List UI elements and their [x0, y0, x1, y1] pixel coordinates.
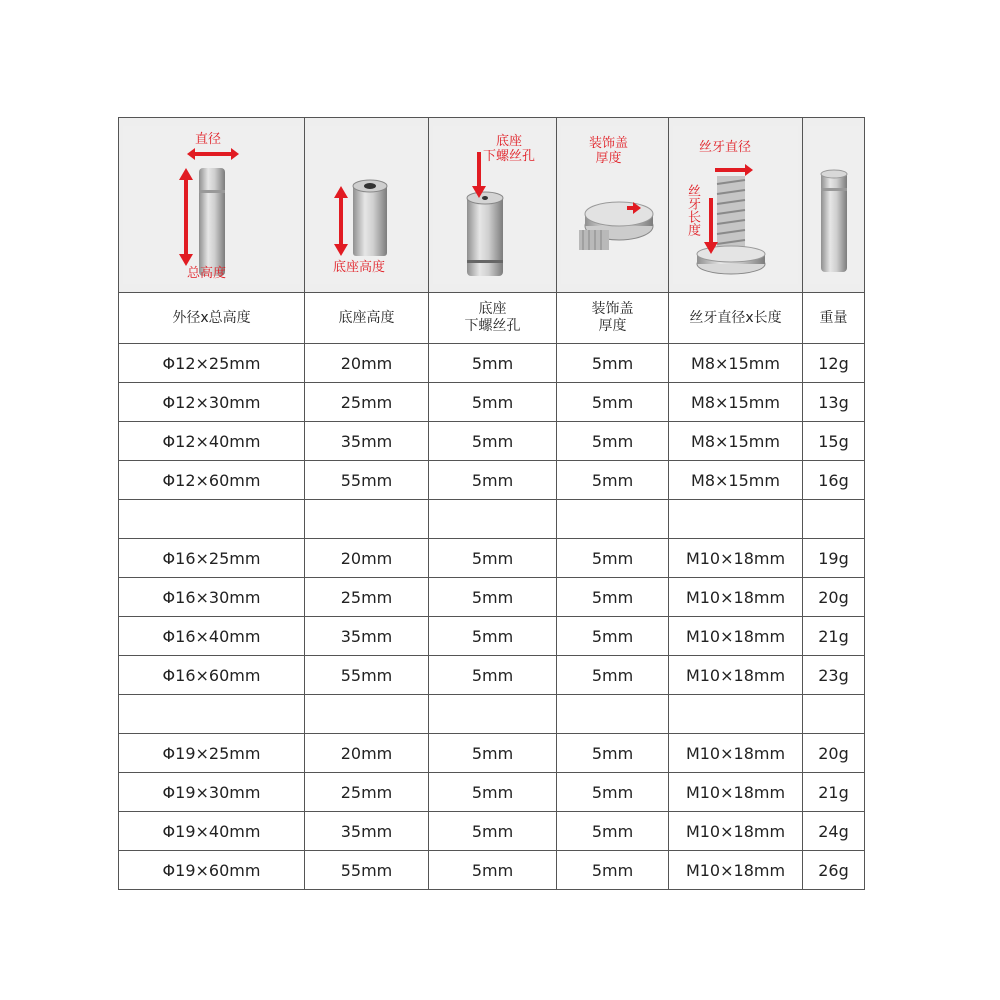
table-cell: 5mm: [429, 656, 557, 695]
table-cell: [119, 695, 305, 734]
table-cell: 5mm: [557, 422, 669, 461]
table-cell: 5mm: [557, 656, 669, 695]
table-cell: [305, 500, 429, 539]
table-cell: 23g: [803, 656, 865, 695]
image-cell-thread-hole: [429, 118, 557, 293]
table-cell: 35mm: [305, 617, 429, 656]
header-cell: [119, 293, 305, 344]
table-cell: Φ19×30mm: [119, 773, 305, 812]
thread-hole-label: 底座 下螺丝孔: [483, 134, 536, 164]
height-arrow: [184, 178, 188, 256]
table-cell: 25mm: [305, 383, 429, 422]
table-row: [119, 773, 865, 812]
table-cell: 5mm: [557, 851, 669, 890]
image-cell-cap-thickness: [557, 118, 669, 293]
table-cell: [669, 500, 803, 539]
thread-diameter-label: 丝牙直径: [699, 140, 752, 155]
base-shape: [353, 184, 387, 256]
table-cell: Φ12×25mm: [119, 344, 305, 383]
table-cell: Φ19×25mm: [119, 734, 305, 773]
table-cell: 16g: [803, 461, 865, 500]
table-row: [119, 617, 865, 656]
table-cell: 24g: [803, 812, 865, 851]
table-cell: 20mm: [305, 539, 429, 578]
table-cell: Φ12×30mm: [119, 383, 305, 422]
table-row: [119, 422, 865, 461]
table-cell: 5mm: [557, 773, 669, 812]
table-cell: 21g: [803, 617, 865, 656]
header-row: [119, 293, 865, 344]
spacer-row: [119, 695, 865, 734]
header-label: 丝牙直径x长度: [689, 309, 782, 326]
thread-length-label: 丝牙长度: [685, 184, 700, 236]
table-cell: 5mm: [429, 461, 557, 500]
standoff-shape: [821, 172, 847, 272]
table-cell: 5mm: [429, 344, 557, 383]
table-cell: 21g: [803, 773, 865, 812]
table-cell: 5mm: [429, 734, 557, 773]
table-cell: [803, 695, 865, 734]
table-row: [119, 461, 865, 500]
header-label: 装饰盖 厚度: [591, 301, 634, 334]
table-cell: M8×15mm: [669, 383, 803, 422]
table-cell: [119, 500, 305, 539]
table-cell: 5mm: [429, 422, 557, 461]
table-cell: M10×18mm: [669, 578, 803, 617]
table-cell: 20g: [803, 734, 865, 773]
table-row: [119, 851, 865, 890]
table-row: [119, 344, 865, 383]
table-cell: 5mm: [429, 383, 557, 422]
table-row: [119, 656, 865, 695]
table-cell: Φ16×60mm: [119, 656, 305, 695]
table-cell: 5mm: [557, 383, 669, 422]
table-cell: M10×18mm: [669, 812, 803, 851]
table-cell: M8×15mm: [669, 461, 803, 500]
table-cell: M8×15mm: [669, 422, 803, 461]
header-cell: [669, 293, 803, 344]
table-cell: 35mm: [305, 422, 429, 461]
table-cell: 20mm: [305, 734, 429, 773]
image-cell-thread: [669, 118, 803, 293]
header-label: 底座 下螺丝孔: [464, 301, 521, 334]
table-cell: 5mm: [429, 773, 557, 812]
header-cell: [557, 293, 669, 344]
table-cell: 5mm: [557, 617, 669, 656]
table-row: [119, 578, 865, 617]
table-cell: 25mm: [305, 773, 429, 812]
table-cell: 12g: [803, 344, 865, 383]
table-cell: 5mm: [557, 812, 669, 851]
table-cell: 5mm: [557, 578, 669, 617]
table-cell: M10×18mm: [669, 851, 803, 890]
standoff-illustration: [807, 126, 860, 284]
table-cell: 35mm: [305, 812, 429, 851]
cylinder-shape: [199, 168, 225, 276]
table-row: [119, 383, 865, 422]
table-row: [119, 539, 865, 578]
table-cell: Φ16×25mm: [119, 539, 305, 578]
spec-table: [118, 117, 865, 890]
base-height-arrow: [339, 196, 343, 246]
table-cell: [429, 500, 557, 539]
table-cell: [429, 695, 557, 734]
table-cell: M10×18mm: [669, 617, 803, 656]
table-cell: [557, 695, 669, 734]
table-cell: 5mm: [557, 344, 669, 383]
table-cell: M10×18mm: [669, 539, 803, 578]
table-cell: 25mm: [305, 578, 429, 617]
header-cell: [305, 293, 429, 344]
diameter-arrow: [191, 152, 235, 156]
table-cell: 19g: [803, 539, 865, 578]
header-label: 底座高度: [338, 309, 395, 326]
table-cell: 13g: [803, 383, 865, 422]
diameter-label: 直径: [195, 132, 222, 147]
cap-thickness-label: 装饰盖 厚度: [589, 136, 629, 166]
table-cell: M10×18mm: [669, 734, 803, 773]
table-row: [119, 812, 865, 851]
table-cell: 20mm: [305, 344, 429, 383]
table-cell: Φ16×40mm: [119, 617, 305, 656]
header-cell: [429, 293, 557, 344]
hole-arrow: [477, 152, 481, 188]
table-cell: 5mm: [429, 812, 557, 851]
base-with-hole-shape: [467, 196, 503, 276]
image-cell-base-height: [305, 118, 429, 293]
table-cell: 15g: [803, 422, 865, 461]
image-row: [119, 118, 865, 293]
header-cell: [803, 293, 865, 344]
table-cell: 5mm: [557, 539, 669, 578]
spacer-row: [119, 500, 865, 539]
table-cell: Φ12×40mm: [119, 422, 305, 461]
table-cell: Φ19×40mm: [119, 812, 305, 851]
thread-length-arrow: [709, 198, 713, 244]
image-cell-diameter-height: [119, 118, 305, 293]
table-cell: M10×18mm: [669, 773, 803, 812]
table-cell: M8×15mm: [669, 344, 803, 383]
thread-diameter-arrow: [715, 168, 747, 172]
table-row: [119, 734, 865, 773]
table-cell: 5mm: [557, 461, 669, 500]
table-cell: Φ12×60mm: [119, 461, 305, 500]
standoff-total-height-illustration: [123, 126, 300, 284]
base-height-label: 底座高度: [333, 260, 386, 275]
table-cell: 5mm: [429, 617, 557, 656]
header-label: 重量: [819, 309, 848, 326]
header-label: 外径x总高度: [172, 309, 251, 326]
table-cell: [669, 695, 803, 734]
table-cell: 26g: [803, 851, 865, 890]
table-cell: 5mm: [429, 851, 557, 890]
table-cell: 5mm: [429, 578, 557, 617]
table-cell: [557, 500, 669, 539]
table-cell: 5mm: [557, 734, 669, 773]
table-cell: [305, 695, 429, 734]
total-height-label: 总高度: [187, 266, 227, 281]
table-cell: Φ16×30mm: [119, 578, 305, 617]
table-cell: [803, 500, 865, 539]
table-cell: 5mm: [429, 539, 557, 578]
table-cell: 55mm: [305, 461, 429, 500]
table-cell: 55mm: [305, 656, 429, 695]
table-cell: 55mm: [305, 851, 429, 890]
image-cell-standoff: [803, 118, 865, 293]
table-cell: M10×18mm: [669, 656, 803, 695]
table-cell: 20g: [803, 578, 865, 617]
table-cell: Φ19×60mm: [119, 851, 305, 890]
